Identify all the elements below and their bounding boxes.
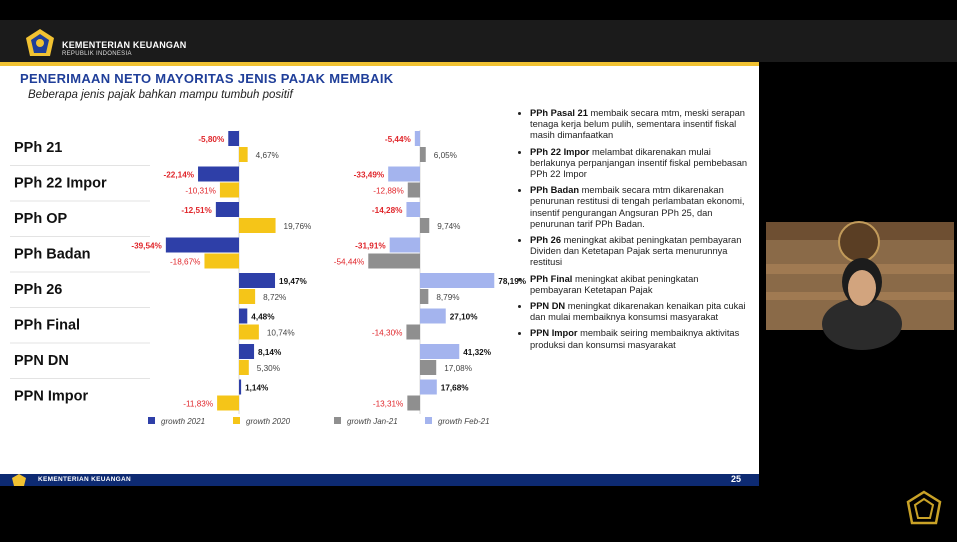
- data-label: 6,05%: [433, 151, 457, 160]
- data-label: 8,72%: [263, 293, 287, 302]
- bar-left-series-0: [239, 309, 247, 324]
- bar-right-series-1: [420, 218, 429, 233]
- bar-right-series-0: [406, 202, 420, 217]
- note-item-text: meningkat akibat peningkatan pembayaran Ketetapan Pajak: [530, 273, 699, 295]
- bar-left-series-0: [216, 202, 239, 217]
- note-item-title: PPh 26: [530, 235, 562, 246]
- bar-left-series-0: [239, 380, 241, 395]
- note-item: [530, 301, 752, 323]
- notes-panel: [520, 108, 752, 356]
- data-label: -54,44%: [333, 257, 365, 267]
- data-label: -18,67%: [169, 257, 201, 267]
- presentation-slide: [0, 62, 759, 474]
- note-item-title: PPN DN: [530, 301, 566, 312]
- note-item-text: membaik seiring membaiknya aktivitas produksi dan konsumsi masyarakat: [530, 328, 740, 350]
- org-name: KEMENTERIAN KEUANGAN: [62, 40, 187, 50]
- bar-left-series-1: [204, 254, 239, 269]
- note-item-title: PPh Final: [530, 273, 573, 284]
- data-label: 19,47%: [279, 277, 307, 286]
- note-item: [530, 185, 752, 230]
- page-number: 25: [731, 474, 742, 484]
- bar-right-series-1: [368, 254, 420, 269]
- bar-right-series-0: [390, 238, 420, 253]
- note-item-title: PPh Badan: [530, 185, 580, 196]
- bar-right-series-1: [420, 360, 436, 375]
- legend-label: growth Jan-21: [347, 417, 398, 426]
- webcam-video: [766, 222, 954, 330]
- note-item-title: PPh 22 Impor: [530, 146, 590, 157]
- data-label: -11,83%: [183, 399, 214, 409]
- data-label: 5,30%: [256, 364, 281, 373]
- category-label: PPN DN: [14, 353, 69, 369]
- category-label: PPh 22 Impor: [14, 175, 107, 192]
- data-label: 17,68%: [440, 383, 469, 393]
- data-label: -14,30%: [371, 328, 403, 338]
- data-label: 4,48%: [251, 312, 275, 322]
- bar-right-series-0: [420, 273, 494, 288]
- data-label: -5,44%: [384, 135, 411, 144]
- legend-label: growth 2021: [161, 417, 206, 426]
- note-item: [530, 328, 752, 350]
- note-item: [530, 235, 752, 269]
- webcam-presenter-image: [766, 222, 954, 330]
- legend-swatch: [425, 417, 432, 424]
- corner-watermark-logo-icon: [906, 490, 942, 526]
- data-label: 27,10%: [449, 312, 478, 322]
- data-label: 1,14%: [245, 383, 269, 393]
- data-label: -13,31%: [372, 399, 404, 409]
- note-item: [530, 274, 752, 296]
- note-item: [530, 108, 752, 142]
- category-label: PPh Badan: [14, 246, 91, 263]
- data-label: 4,67%: [255, 151, 279, 160]
- bar-left-series-0: [228, 131, 239, 146]
- bar-left-series-1: [217, 396, 239, 411]
- legend-label: growth 2020: [246, 417, 291, 426]
- bar-left-series-0: [198, 167, 239, 182]
- data-label: -31,91%: [355, 241, 386, 251]
- legend-swatch: [148, 417, 155, 424]
- data-label: -12,51%: [181, 206, 212, 215]
- bar-left-series-1: [239, 325, 259, 340]
- note-item-title: PPN Impor: [530, 328, 578, 339]
- bar-left-series-0: [239, 344, 254, 359]
- data-label: -12,88%: [373, 186, 404, 196]
- tax-growth-bar-chart: [0, 62, 527, 474]
- bar-right-series-0: [420, 380, 437, 395]
- data-label: 10,74%: [266, 328, 295, 338]
- footer-logo-icon: [12, 474, 26, 486]
- note-item-title: PPh Pasal 21: [530, 108, 588, 118]
- bar-left-series-0: [166, 238, 239, 253]
- note-item-text: meningkat akibat peningkatan pembayaran Dividen dan Ketetapan Pajak serta menurunnya restitusi: [530, 235, 742, 268]
- data-label: 8,14%: [258, 348, 282, 357]
- note-item-text: membaik secara mtm, meski serapan tenaga kerja belum pulih, sementara insentif fiskal masih dimanfaatkan: [530, 108, 745, 141]
- category-label: PPh Final: [14, 317, 81, 334]
- footer-org-name: KEMENTERIAN KEUANGAN: [38, 476, 132, 483]
- legend-swatch: [233, 417, 240, 424]
- data-label: 78,19%: [498, 277, 527, 286]
- bar-right-series-0: [420, 344, 459, 359]
- bar-right-series-1: [420, 147, 426, 162]
- category-label: PPh OP: [14, 211, 68, 227]
- data-label: 9,74%: [437, 222, 461, 231]
- data-label: -33,49%: [353, 170, 385, 180]
- legend-label: growth Feb-21: [438, 417, 490, 426]
- note-item-text: membaik secara mtm dikarenakan penurunan restitusi di tengah perlambatan ekonomi, insentif pengurangan Angsuran PPh 25, dan penurunan tarif PPh Badan.: [530, 185, 745, 229]
- data-label: 41,32%: [463, 348, 492, 357]
- category-label: PPh 21: [14, 140, 63, 156]
- data-label: 17,08%: [444, 364, 473, 373]
- data-label: 8,79%: [436, 293, 460, 302]
- bar-right-series-1: [406, 325, 420, 340]
- note-item-text: meningkat dikarenakan kenaikan pita cukai dan mulai membaiknya konsumsi masyarakat: [530, 301, 746, 323]
- bar-right-series-0: [415, 131, 420, 146]
- org-subtitle: REPUBLIK INDONESIA: [62, 51, 132, 57]
- bar-left-series-1: [239, 289, 255, 304]
- data-label: -39,54%: [131, 241, 162, 251]
- legend-swatch: [334, 417, 341, 424]
- note-item-text: melambat dikarenakan mulai berlakunya perpanjangan insentif fiskal pembebasan PPh 22 Impor: [530, 146, 748, 180]
- data-label: -22,14%: [163, 170, 195, 180]
- top-black-bar: [0, 0, 957, 20]
- bar-right-series-1: [407, 396, 420, 411]
- slide-subtitle: Beberapa jenis pajak bahkan mampu tumbuh positif: [28, 89, 293, 101]
- bar-right-series-1: [408, 183, 420, 198]
- data-label: -5,80%: [198, 135, 225, 144]
- note-item: [530, 147, 752, 181]
- bar-right-series-0: [388, 167, 420, 182]
- bar-left-series-1: [239, 218, 276, 233]
- bar-left-series-1: [239, 147, 248, 162]
- bar-left-series-0: [239, 273, 275, 288]
- bar-right-series-1: [420, 289, 428, 304]
- data-label: -10,31%: [185, 186, 216, 196]
- data-label: -14,28%: [371, 206, 403, 215]
- data-label: 19,76%: [283, 222, 312, 231]
- slide-title: PENERIMAAN NETO MAYORITAS JENIS PAJAK MEMBAIK: [20, 71, 394, 86]
- bar-right-series-0: [420, 309, 446, 324]
- bar-left-series-1: [220, 183, 239, 198]
- bar-left-series-1: [239, 360, 249, 375]
- kemenkeu-logo-icon: [24, 28, 56, 58]
- category-label: PPN Impor: [14, 388, 89, 405]
- category-label: PPh 26: [14, 282, 63, 298]
